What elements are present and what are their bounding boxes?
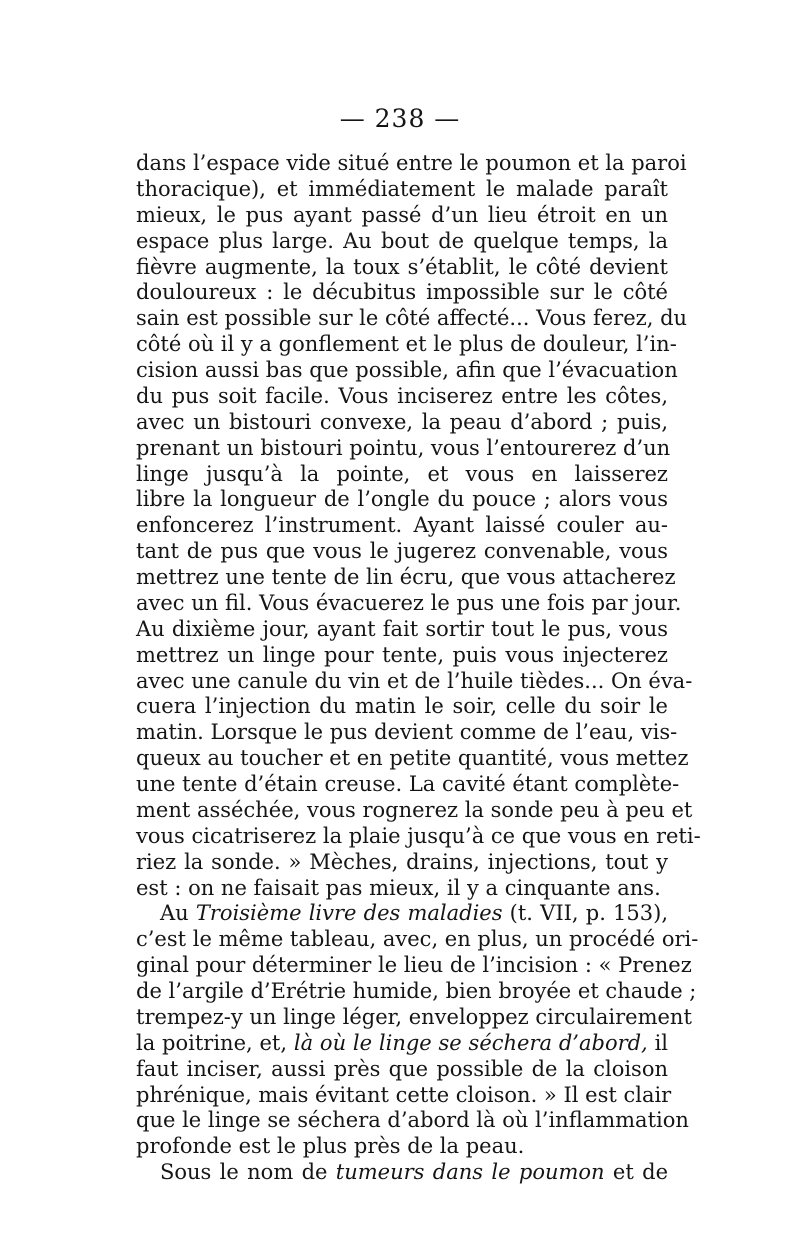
text-line: c’est le même tableau, avec, en plus, un procédé ori- <box>136 927 699 952</box>
text-line: tant de pus que vous le jugerez convenable, vous <box>136 539 668 564</box>
text-fragment: il <box>647 1030 669 1055</box>
text-line: une tente d’étain creuse. La cavité étant complète- <box>136 772 680 796</box>
text-line: enfoncerez l’instrument. Ayant laissé couler au- <box>136 513 668 538</box>
text-line: mettrez un linge pour tente, puis vous injecterez <box>136 642 668 667</box>
text-fragment: Au <box>160 901 196 926</box>
italic-phrase: tumeurs dans le poumon <box>335 1160 605 1185</box>
text-line: vous cicatriserez la plaie jusqu’à ce que vous en reti- <box>136 823 701 848</box>
text-line: avec un fil. Vous évacuerez le pus une fois par jour. <box>136 590 682 615</box>
text-line: ginal pour déterminer le lieu de l’incision : « Prenez <box>136 953 692 978</box>
italic-title: Troisième livre des maladies <box>195 901 503 926</box>
text-fragment: (t. VII, p. 153), <box>502 901 668 926</box>
text-line: queux au toucher et en petite quantité, vous mettez <box>136 746 689 771</box>
text-line: libre la longueur de l’ongle du pouce ; alors vous <box>136 487 668 512</box>
text-line: phrénique, mais évitant cette cloison. » Il est clair <box>136 1082 672 1107</box>
body-text <box>136 151 701 1186</box>
italic-emphasis: là où le linge se séchera d’abord, <box>293 1030 648 1055</box>
text-line: douloureux : le décubitus impossible sur le côté <box>136 280 668 305</box>
text-line: trempez-y un linge léger, enveloppez circulairement <box>136 1004 692 1029</box>
text-line: riez la sonde. » Mèches, drains, injections, tout y <box>136 849 668 874</box>
text-line: mettrez une tente de lin écru, que vous attacherez <box>136 565 676 589</box>
paragraph-start-line <box>136 901 668 927</box>
text-line: avec une canule du vin et de l’huile tièdes... On éva- <box>136 668 693 693</box>
text-line: avec un bistouri convexe, la peau d’abord ; puis, <box>136 409 668 434</box>
text-line: côté où il y a gonflement et le plus de douleur, l’in- <box>136 332 677 357</box>
paragraph-start-line <box>136 1160 668 1186</box>
text-line: sain est possible sur le côté affecté... Vous ferez, du <box>136 306 688 331</box>
text-line: du pus soit facile. Vous inciserez entre les côtes, <box>136 383 668 408</box>
text-line: de l’argile d’Erétrie humide, bien broyée et chaude ; <box>136 979 697 1003</box>
text-fragment: Sous le nom de <box>160 1160 336 1185</box>
text-line: ment asséchée, vous rognerez la sonde peu à peu et <box>136 797 693 822</box>
text-line: cuera l’injection du matin le soir, celle du soir le <box>136 694 668 719</box>
italic-emphasis-line <box>136 1031 668 1057</box>
text-line: est : on ne faisait pas mieux, il y a cinquante ans. <box>136 875 661 900</box>
text-line: espace plus large. Au bout de quelque temps, la <box>136 228 668 253</box>
text-fragment: et de <box>604 1160 668 1185</box>
text-line: mieux, le pus ayant passé d’un lieu étroit en un <box>136 202 668 227</box>
text-line: cision aussi bas que possible, afin que l’évacuation <box>136 358 678 382</box>
text-line: thoracique), et immédiatement le malade paraît <box>136 176 668 201</box>
text-line: linge jusqu’à la pointe, et vous en laisserez <box>136 461 668 486</box>
text-fragment: la poitrine, et, <box>136 1030 294 1055</box>
text-line: profonde est le plus près de la peau. <box>136 1134 525 1159</box>
text-line: matin. Lorsque le pus devient comme de l’eau, vis- <box>136 720 678 745</box>
text-line: faut inciser, aussi près que possible de la cloison <box>136 1056 668 1081</box>
page-number: — 238 — <box>339 104 461 133</box>
text-line: prenant un bistouri pointu, vous l’entourerez d’un <box>136 435 671 460</box>
text-line: fièvre augmente, la toux s’établit, le côté devient <box>136 254 668 279</box>
text-line: que le linge se séchera d’abord là où l’inflammation <box>136 1108 689 1133</box>
text-line: Au dixième jour, ayant fait sortir tout le pus, vous <box>136 616 668 641</box>
text-line: dans l’espace vide situé entre le poumon et la paroi <box>136 151 687 175</box>
